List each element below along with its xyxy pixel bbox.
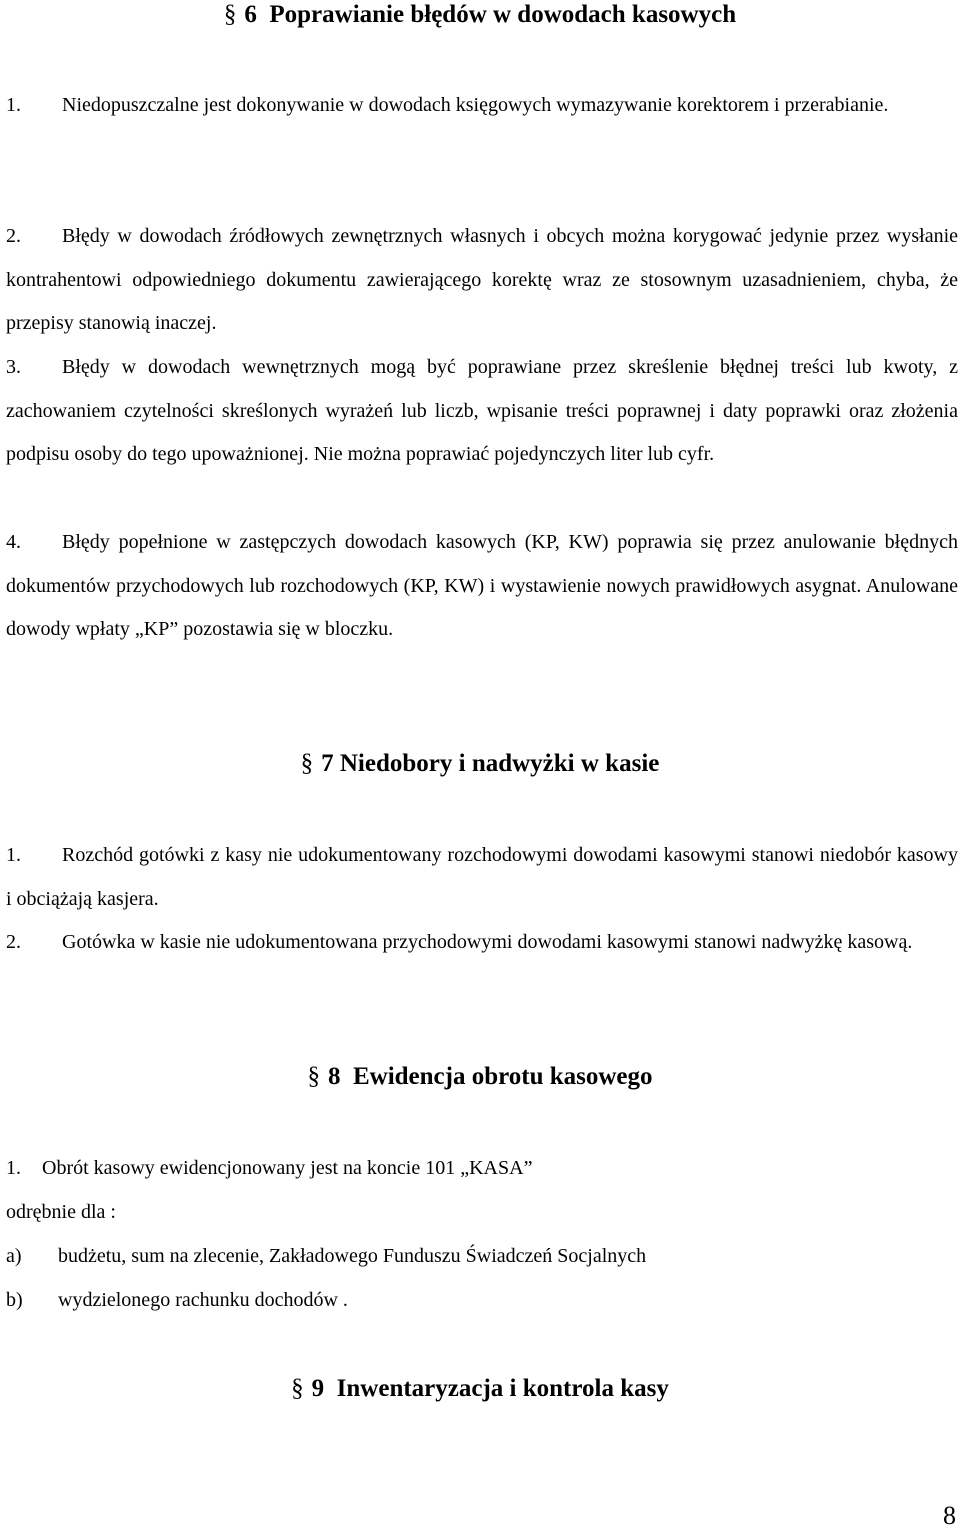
item-number: 2. (6, 931, 21, 953)
section-6-item-4 (6, 521, 958, 652)
item-number: 2. (6, 225, 21, 247)
item-text: Rozchód gotówki z kasy nie udokumentowany rozchodowymi dowodami kasowymi stanowi niedobór kasowy i obciążają kasjera. (6, 844, 958, 910)
section-number: 8 (327, 1063, 341, 1090)
section-title: Poprawianie błędów w dowodach kasowych (269, 1, 737, 28)
section-sign: § (300, 750, 314, 777)
section-8-subitem-b (6, 1285, 348, 1315)
item-number: 1. (6, 94, 21, 116)
section-number: 6 (244, 1, 257, 28)
section-6-item-1 (6, 84, 958, 128)
section-7-item-1 (6, 834, 958, 921)
section-title: Inwentaryzacja i kontrola kasy (336, 1375, 669, 1402)
section-8-subitem-a (6, 1241, 646, 1271)
section-sign: § (223, 1, 237, 28)
item-text: Obrót kasowy ewidencjonowany jest na koncie 101 „KASA” (42, 1157, 533, 1179)
section-sign: § (291, 1375, 304, 1402)
section-7-item-2 (6, 921, 958, 965)
section-6-item-2 (6, 215, 958, 346)
item-number: 4. (6, 531, 21, 553)
item-text: Niedopuszczalne jest dokonywanie w dowodach księgowych wymazywanie korektorem i przerabianie. (62, 94, 889, 116)
section-6-item-3 (6, 346, 958, 477)
item-text: Błędy w dowodach wewnętrznych mogą być poprawiane przez skreślenie błędnej treści lub kwoty, z zachowaniem czytelności skreślonych wyrażeń lub liczb, wpisanie treści poprawnej i daty poprawki oraz złożenia podpisu osoby do tego upoważnionej. Nie można poprawiać pojedynczych liter lub cyfr. (6, 356, 958, 465)
section-8-heading (0, 1062, 960, 1092)
section-8-item-1 (6, 1153, 532, 1183)
item-text: Błędy popełnione w zastępczych dowodach kasowych (KP, KW) poprawia się przez anulowanie błędnych dokumentów przychodowych lub rozchodowych (KP, KW) i wystawienie nowych prawidłowych asygnat. Anulowane dowody wpłaty „KP” pozostawia się w bloczku. (6, 531, 958, 640)
section-title: Niedobory i nadwyżki w kasie (339, 750, 660, 777)
item-number: 1. (6, 844, 21, 866)
section-number: 7 (321, 750, 334, 777)
section-sign: § (307, 1063, 320, 1090)
item-number: 3. (6, 356, 21, 378)
section-7-heading (0, 749, 960, 779)
section-9-heading (0, 1374, 960, 1404)
subitem-label: a) (6, 1245, 22, 1267)
page-number: 8 (943, 1501, 956, 1530)
section-title: Ewidencja obrotu kasowego (352, 1063, 653, 1090)
section-number: 9 (311, 1375, 325, 1402)
subitem-label: b) (6, 1289, 23, 1311)
subitem-text: wydzielonego rachunku dochodów . (58, 1289, 348, 1311)
item-text: Błędy w dowodach źródłowych zewnętrznych własnych i obcych można korygować jedynie przez wysłanie kontrahentowi odpowiedniego dokumentu zawierającego korektę wraz ze stosownym uzasadnieniem, chyba, że przepisy stanowią inaczej. (6, 225, 958, 334)
item-number: 1. (6, 1157, 21, 1179)
section-6-heading (0, 0, 960, 30)
item-text: Gotówka w kasie nie udokumentowana przychodowymi dowodami kasowymi stanowi nadwyżkę kasową. (62, 931, 913, 953)
subitem-text: budżetu, sum na zlecenie, Zakładowego Funduszu Świadczeń Socjalnych (58, 1245, 647, 1267)
section-8-intro: odrębnie dla : (6, 1201, 116, 1223)
